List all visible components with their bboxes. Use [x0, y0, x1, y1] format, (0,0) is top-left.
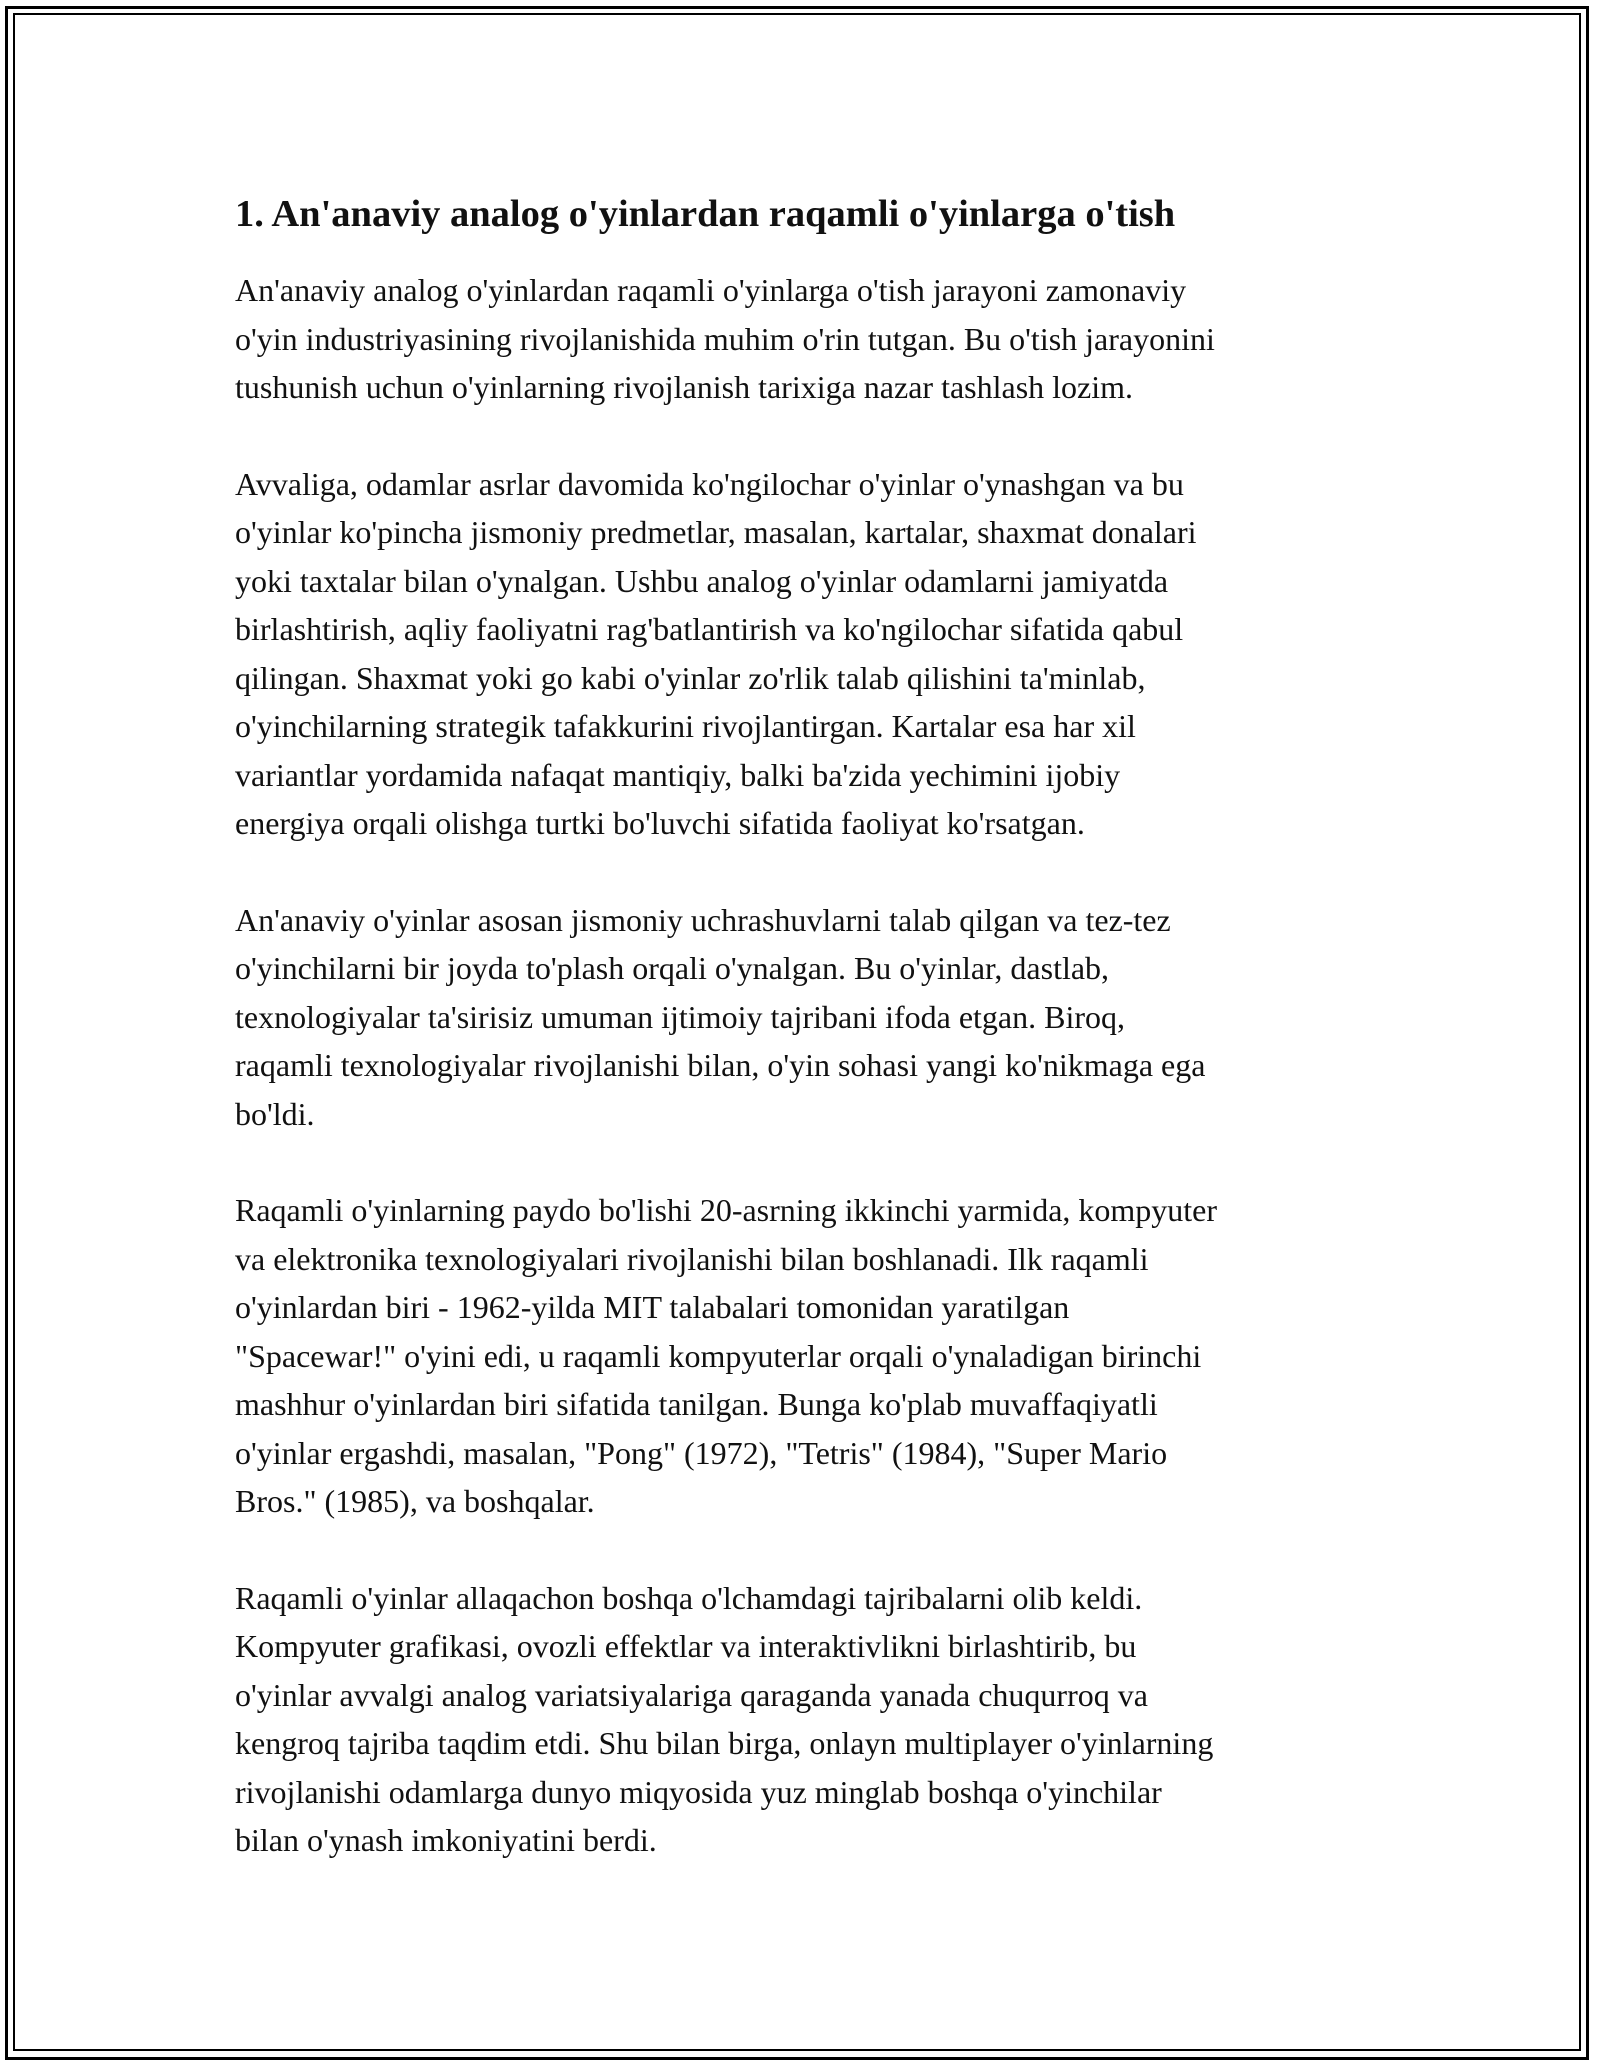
text-line: o'yinlar ergashdi, masalan, "Pong" (1972), "Tetris" (1984), "Super Mario [235, 1434, 1168, 1471]
text-line: Raqamli o'yinlarning paydo bo'lishi 20-asrning ikkinchi yarmida, kompyuter [235, 1192, 1218, 1228]
text-line: birlashtirish, aqliy faoliyatni rag'batlantirish va ko'ngilochar sifatida qabul [235, 611, 1184, 647]
text-line: o'yinchilarning strategik tafakkurini rivojlantirgan. Kartalar esa har xil [235, 708, 1136, 744]
text-line: tushunish uchun o'yinlarning rivojlanish tarixiga nazar tashlash lozim. [235, 369, 1134, 405]
text-line: o'yinlardan biri - 1962-yilda MIT talabalari tomonidan yaratilgan [235, 1289, 1070, 1325]
document-body [235, 186, 1365, 1913]
text-line: raqamli texnologiyalar rivojlanishi bilan, o'yin sohasi yangi ko'nikmaga ega [235, 1047, 1206, 1083]
text-line: Raqamli o'yinlar allaqachon boshqa o'lchamdagi tajribalarni olib keldi. [235, 1579, 1143, 1616]
text-line: "Spacewar!" o'yini edi, u raqamli kompyuterlar orqali o'ynaladigan birinchi [235, 1337, 1202, 1374]
text-line: Kompyuter grafikasi, ovozli effektlar va interaktivlikni birlashtirib, bu [235, 1628, 1137, 1664]
text-line: energiya orqali olishga turtki bo'luvchi sifatida faoliyat ko'rsatgan. [235, 805, 1085, 841]
text-line: o'yinlar ko'pincha jismoniy predmetlar, masalan, kartalar, shaxmat donalari [235, 514, 1197, 550]
text-line: Avvaliga, odamlar asrlar davomida ko'ngilochar o'yinlar o'ynashgan va bu [235, 465, 1184, 502]
text-line: va elektronika texnologiyalari rivojlanishi bilan boshlanadi. Ilk raqamli [235, 1240, 1149, 1277]
text-line: rivojlanishi odamlarga dunyo miqyosida yuz minglab boshqa o'yinchilar [235, 1773, 1162, 1810]
text-line: yoki taxtalar bilan o'ynalgan. Ushbu analog o'yinlar odamlarni jamiyatda [235, 562, 1169, 599]
paragraph-5 [235, 1574, 1365, 1865]
text-line: An'anaviy o'yinlar asosan jismoniy uchrashuvlarni talab qilgan va tez-tez [235, 901, 1171, 938]
text-line: texnologiyalar ta'sirisiz umuman ijtimoiy tajribani ifoda etgan. Biroq, [235, 998, 1126, 1035]
paragraph-4 [235, 1186, 1365, 1526]
text-line: bo'ldi. [235, 1095, 315, 1132]
text-line: qilingan. Shaxmat yoki go kabi o'yinlar zo'rlik talab qilishini ta'minlab, [235, 659, 1146, 696]
text-line: bilan o'ynash imkoniyatini berdi. [235, 1822, 657, 1858]
text-line: o'yinchilarni bir joyda to'plash orqali o'ynalgan. Bu o'yinlar, dastlab, [235, 950, 1110, 986]
text-line: kengroq tajriba taqdim etdi. Shu bilan birga, onlayn multiplayer o'yinlarning [235, 1725, 1214, 1761]
text-line: Bros." (1985), va boshqalar. [235, 1483, 595, 1519]
text-line: o'yinlar avvalgi analog variatsiyalariga qaraganda yanada chuqurroq va [235, 1676, 1148, 1713]
text-line: o'yin industriyasining rivojlanishida muhim o'rin tutgan. Bu o'tish jarayonini [235, 320, 1215, 357]
paragraph-1 [235, 266, 1365, 412]
paragraph-2 [235, 460, 1365, 848]
text-line: An'anaviy analog o'yinlardan raqamli o'yinlarga o'tish jarayoni zamonaviy [235, 272, 1187, 308]
section-heading: 1. An'anaviy analog o'yinlardan raqamli o'yinlarga o'tish [235, 193, 1176, 235]
paragraph-3 [235, 896, 1365, 1139]
text-line: variantlar yordamida nafaqat mantiqiy, balki ba'zida yechimini ijobiy [235, 756, 1121, 793]
text-line: mashhur o'yinlardan biri sifatida tanilgan. Bunga ko'plab muvaffaqiyatli [235, 1386, 1158, 1422]
